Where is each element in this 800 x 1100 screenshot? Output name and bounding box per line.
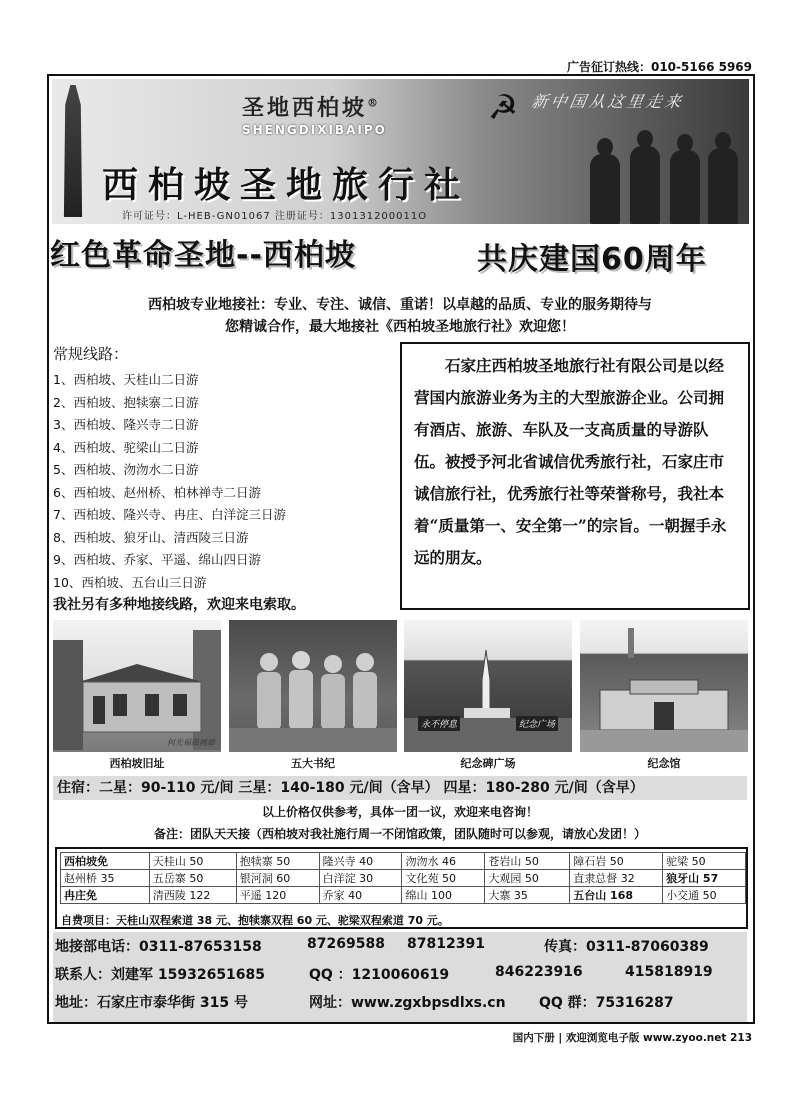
fax-number: 传真：0311-87060389 (544, 939, 709, 955)
photo-old-site (53, 620, 221, 752)
table-cell: 狼牙山 57 (663, 870, 746, 887)
phone-number: 地接部电话：0311-87653158 (55, 939, 262, 955)
routes-list (53, 369, 286, 594)
table-cell: 文化苑 50 (402, 870, 485, 887)
table-cell: 银河洞 60 (236, 870, 319, 887)
table-cell: 清西陵 122 (149, 887, 236, 904)
route-item: 3、西柏坡、隆兴寺二日游 (53, 417, 199, 432)
monument-sign-right: 纪念广场 (516, 716, 558, 731)
intro-line-2: 您精诚合作，最大地接社《西柏坡圣地旅行社》欢迎您！ (225, 319, 575, 335)
banner-slogan: 新中国从这里走来 (530, 92, 686, 111)
ad-hotline: 广告征订热线：010-5166 5969 (566, 60, 752, 74)
photo-five-secretaries (229, 620, 397, 752)
license-number: 许可证号：L-HEB-GN01067 注册证号：130131200011O (122, 211, 428, 222)
routes-more-note: 我社另有多种地接线路，欢迎来电索取。 (53, 597, 305, 613)
table-row (61, 887, 746, 904)
ticket-price-box (55, 847, 748, 929)
route-item: 1、西柏坡、天桂山二日游 (53, 372, 199, 387)
phone-number-3: 87812391 (407, 936, 485, 952)
brand-english-name: SHENGDIXIBAIPO (242, 123, 387, 137)
five-statues-image (229, 620, 397, 752)
table-cell: 小交通 50 (663, 887, 746, 904)
self-pay-items: 自费项目：天桂山双程索道 38 元、抱犊寨双程 60 元、驼梁双程索道 70 元。 (61, 914, 449, 927)
photo-caption: 纪念碑广场 (460, 757, 516, 770)
website-link[interactable]: 网址：www.zgxbpsdlxs.cn (309, 995, 506, 1011)
headline-anniversary: 共庆建国60周年 (477, 242, 707, 277)
company-description-box (400, 342, 750, 610)
table-cell: 大寨 35 (485, 887, 570, 904)
contact-info (53, 932, 747, 1022)
agency-name: 西柏坡圣地旅行社 (102, 164, 471, 206)
remark-note: 备注：团队天天接（西柏坡对我社施行周一不闭馆政策，团队随时可以参观，请放心发团！） (153, 827, 646, 841)
table-cell: 抱犊寨 50 (236, 853, 319, 870)
table-row (61, 870, 746, 887)
route-item: 8、西柏坡、狼牙山、清西陵三日游 (53, 529, 249, 545)
table-cell: 五岳寨 50 (149, 870, 236, 887)
table-cell: 白洋淀 30 (319, 870, 402, 887)
qq-number: QQ ：1210060619 (309, 967, 450, 983)
table-cell: 五台山 168 (570, 887, 663, 904)
memorial-hall-image (580, 620, 748, 752)
table-cell: 驼梁 50 (663, 853, 746, 870)
route-item: 10、西柏坡、五台山三日游 (53, 574, 207, 590)
table-cell: 赵州桥 35 (61, 870, 150, 887)
leaders-statue-image (532, 119, 749, 224)
monument-sign-left: 永不停息 (418, 716, 460, 731)
route-item: 7、西柏坡、隆兴寺、冉庄、白洋淀三日游 (53, 507, 286, 522)
table-cell: 沕沕水 46 (402, 853, 485, 870)
table-cell: 天桂山 50 (149, 853, 236, 870)
intro-line-1: 西柏坡专业地接社：专业、专注、诚信、重诺！以卓越的品质、专业的服务期待与 (148, 297, 652, 313)
qq-number-2: 846223916 (495, 964, 583, 980)
ticket-price-table (60, 852, 746, 904)
photo-caption: 纪念馆 (647, 757, 681, 770)
table-cell: 大观园 50 (485, 870, 570, 887)
qq-number-3: 415818919 (625, 964, 713, 980)
table-cell: 直隶总督 32 (570, 870, 663, 887)
routes-title: 常规线路： (53, 345, 129, 363)
contact-person: 联系人：刘建军 15932651685 (55, 967, 266, 983)
table-cell: 冉庄免 (61, 887, 150, 904)
agency-banner (52, 79, 749, 224)
route-item: 5、西柏坡、沕沕水二日游 (53, 462, 199, 477)
table-cell: 西柏坡免 (61, 853, 150, 870)
party-emblem-icon: ☭ (487, 88, 519, 128)
route-item: 6、西柏坡、赵州桥、柏林禅寺二日游 (53, 484, 261, 500)
intro-text (60, 294, 740, 338)
qq-group: QQ 群：75316287 (539, 995, 674, 1011)
table-cell: 乔家 40 (319, 887, 402, 904)
route-item: 9、西柏坡、乔家、平遥、绵山四日游 (53, 552, 261, 567)
company-description: 石家庄西柏坡圣地旅行社有限公司是以经营国内旅游业务为主的大型旅游企业。公司拥有酒店、旅游、车队及一支高质量的导游队伍。被授予河北省诚信优秀旅行社，石家庄市诚信旅行社，优秀旅行社等荣誉称号，我社本着“质量第一、安全第一”的宗旨。一朝握手永远的朋友。 (414, 356, 727, 567)
table-row (61, 853, 746, 870)
photo-memorial-hall (580, 620, 748, 752)
old-site-building-image (53, 620, 221, 752)
table-cell: 障石岩 50 (570, 853, 663, 870)
route-item: 2、西柏坡、抱犊寨二日游 (53, 394, 199, 410)
phone-number-2: 87269588 (307, 936, 385, 952)
photo-watermark: 何光福摄画廊 (167, 738, 215, 747)
table-cell: 隆兴寺 40 (319, 853, 402, 870)
headline-red-revolution: 红色革命圣地--西柏坡 (50, 238, 356, 273)
monument-tower-image (60, 85, 86, 217)
brand-logo-text: 圣地西柏坡® (242, 95, 382, 121)
monument-square-image (404, 620, 572, 752)
page-footer: 国内下册 | 欢迎浏览电子版 www.zyoo.net 213 (512, 1032, 752, 1044)
photo-monument-square (404, 620, 572, 752)
lodging-prices: 住宿：二星：90-110 元/间 三星：140-180 元/间（含早） 四星：180-280 元/间（含早） (53, 776, 747, 800)
table-cell: 平遥 120 (236, 887, 319, 904)
address: 地址：石家庄市泰华街 315 号 (55, 995, 248, 1011)
price-note: 以上价格仅供参考，具体一团一议，欢迎来电咨询！ (261, 805, 538, 819)
table-cell: 苍岩山 50 (485, 853, 570, 870)
photo-caption: 西柏坡旧址 (109, 757, 165, 770)
table-cell: 绵山 100 (402, 887, 485, 904)
photo-caption: 五大书纪 (291, 757, 335, 770)
route-item: 4、西柏坡、驼梁山二日游 (53, 439, 199, 455)
